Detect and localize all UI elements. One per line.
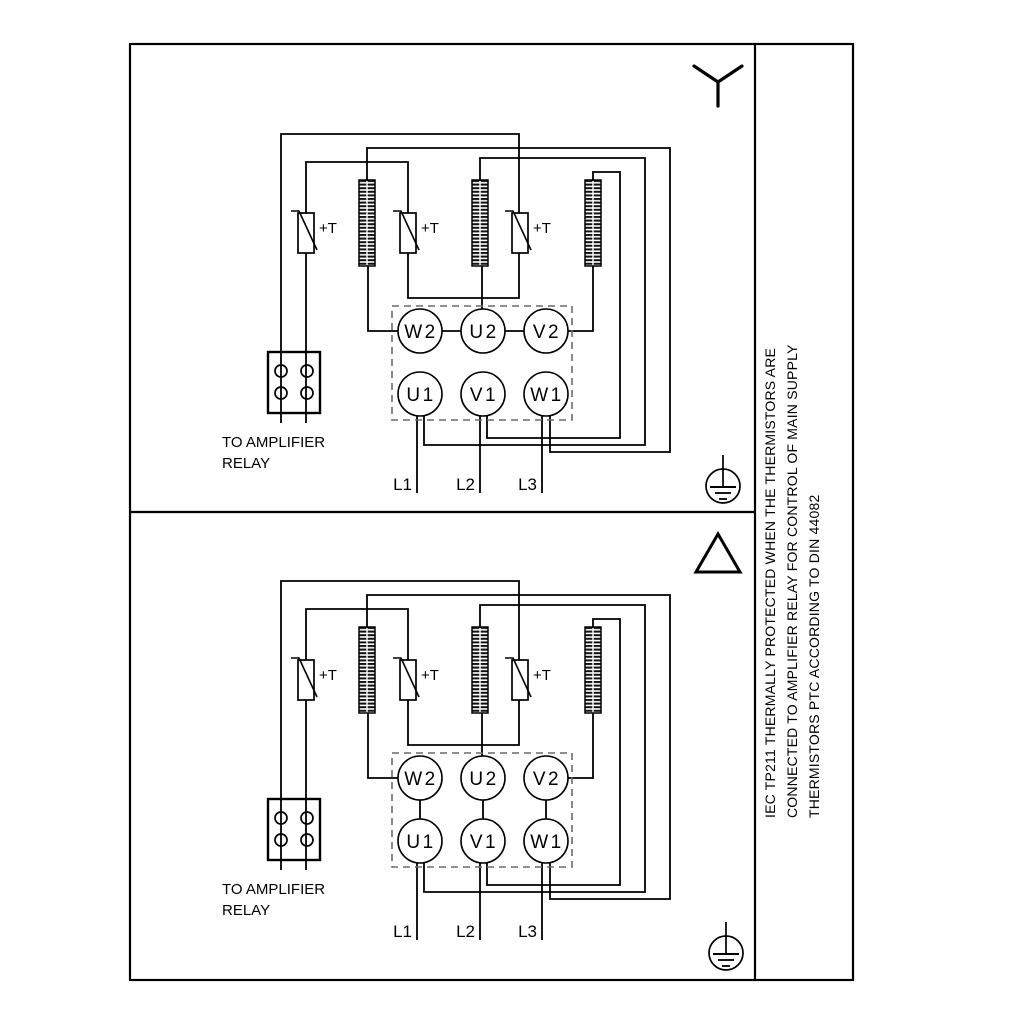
terminal-U2 (461, 309, 505, 353)
delta-icon (696, 534, 740, 572)
thermistor2-thermistor3-link-wire (408, 700, 519, 745)
delta-panel-circuit (222, 581, 670, 941)
relay-note-line1: TO AMPLIFIER (222, 434, 326, 451)
terminal-label: W2 (404, 322, 438, 343)
thermistor1-thermistor2-link-wire (306, 162, 408, 213)
terminal-label: V1 (469, 385, 499, 406)
terminal-label: V2 (532, 322, 562, 343)
delta-panel-extras (420, 534, 743, 970)
terminal-label: W2 (404, 769, 438, 790)
thermistor1-thermistor2-link-wire (306, 609, 408, 660)
ptc-thermistor (393, 658, 439, 700)
terminal-label: U2 (469, 769, 499, 790)
star-panel-circuit (222, 134, 670, 494)
side-note-line3: THERMISTORS PTC ACCORDING TO DIN 44082 (806, 494, 822, 818)
terminal-label: W1 (530, 385, 564, 406)
winding1-to-W2-wire (368, 266, 398, 331)
thermistor-label: +T (533, 667, 551, 684)
motor-winding-coil (359, 627, 375, 713)
ptc-thermistor (393, 211, 439, 253)
thermistor-label: +T (319, 220, 337, 237)
ptc-thermistor (291, 658, 337, 700)
terminal-V2 (524, 756, 568, 800)
thermistor-label: +T (533, 220, 551, 237)
motor-winding-coil (585, 180, 601, 266)
supply-line-label-L2: L2 (456, 475, 475, 494)
motor-winding-coil (585, 627, 601, 713)
terminal-label: U1 (406, 832, 436, 853)
supply-line-label-L1: L1 (393, 922, 412, 941)
supply-line-label-L2: L2 (456, 922, 475, 941)
winding1-to-W2-wire (368, 713, 398, 778)
motor-winding-coil (472, 627, 488, 713)
terminal-W2 (398, 756, 442, 800)
thermistor-label: +T (319, 667, 337, 684)
terminal-W2 (398, 309, 442, 353)
terminal-label: U1 (406, 385, 436, 406)
terminal-U2 (461, 756, 505, 800)
ptc-thermistor (291, 211, 337, 253)
terminal-label: V1 (469, 832, 499, 853)
terminal-W1 (524, 372, 568, 416)
ptc-thermistor (505, 658, 551, 700)
earth-ground-icon (706, 455, 740, 503)
amplifier-relay-block (268, 799, 320, 860)
supply-line-label-L1: L1 (393, 475, 412, 494)
side-note (762, 344, 822, 818)
side-note-line2: CONNECTED TO AMPLIFIER RELAY FOR CONTROL OF MAIN SUPPLY (784, 344, 800, 818)
thermistor-label: +T (421, 220, 439, 237)
amplifier-relay-block (268, 352, 320, 413)
side-note-line1: IEC TP211 THERMALLY PROTECTED WHEN THE THERMISTORS ARE (762, 347, 778, 818)
thermistor-label: +T (421, 667, 439, 684)
motor-winding-coil (359, 180, 375, 266)
terminal-V2 (524, 309, 568, 353)
star-icon (694, 66, 742, 106)
terminal-label: W1 (530, 832, 564, 853)
thermistor2-thermistor3-link-wire (408, 253, 519, 298)
terminal-V1 (461, 819, 505, 863)
motor-winding-coil (472, 180, 488, 266)
terminal-W1 (524, 819, 568, 863)
terminal-U1 (398, 819, 442, 863)
terminal-U1 (398, 372, 442, 416)
terminal-V1 (461, 372, 505, 416)
relay-note-line1: TO AMPLIFIER (222, 881, 326, 898)
supply-line-label-L3: L3 (518, 475, 537, 494)
supply-line-label-L3: L3 (518, 922, 537, 941)
terminal-label: V2 (532, 769, 562, 790)
earth-ground-icon (709, 922, 743, 970)
ptc-thermistor (505, 211, 551, 253)
terminal-label: U2 (469, 322, 499, 343)
relay-note-line2: RELAY (222, 902, 271, 919)
relay-note-line2: RELAY (222, 455, 271, 472)
